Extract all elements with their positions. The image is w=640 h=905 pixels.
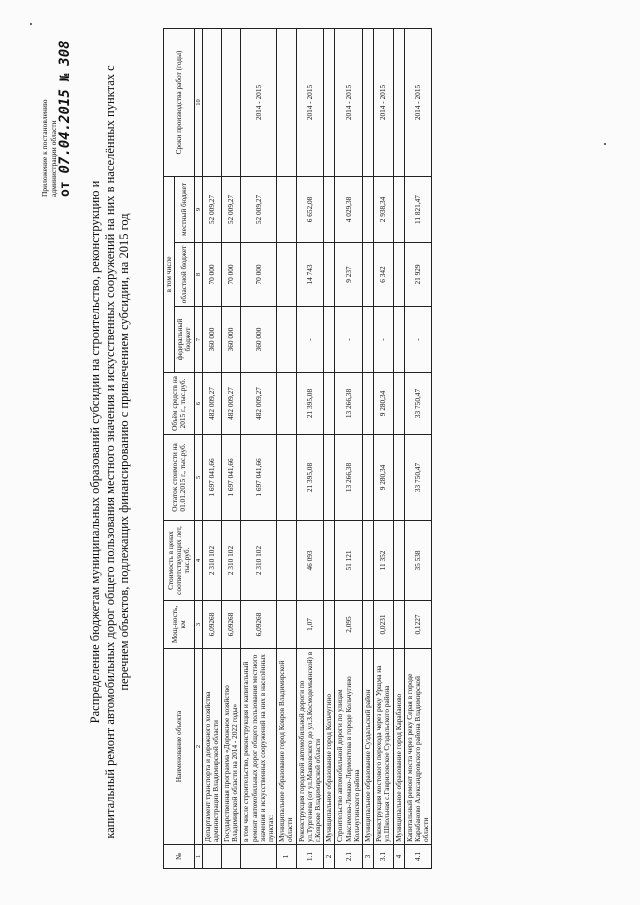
cell-empty xyxy=(363,601,374,649)
cell-empty xyxy=(393,307,404,373)
cell-empty xyxy=(324,29,335,177)
cell-remaining: 1 697 041,66 xyxy=(202,435,221,521)
cell-remaining: 13 266,38 xyxy=(335,435,363,521)
appendix-block xyxy=(40,17,73,197)
cell-regional: 70 000 xyxy=(202,243,221,307)
table-row xyxy=(222,29,241,869)
cell-federal: - xyxy=(374,307,393,373)
group-row xyxy=(363,29,374,869)
cell-capacity: 6,09268 xyxy=(241,601,277,649)
cell-local: 6 652,08 xyxy=(296,177,324,243)
cell-local: 52 009,27 xyxy=(222,177,241,243)
header-including: в том числе xyxy=(164,177,175,373)
group-row xyxy=(393,29,404,869)
cell-name: Муниципальное образование город Кольчугино xyxy=(324,649,335,845)
cell-num: 1 xyxy=(277,845,296,869)
cell-federal: 360 000 xyxy=(202,307,221,373)
cell-num: 1.1 xyxy=(296,845,324,869)
cell-empty xyxy=(393,29,404,177)
column-number-cell: 5 xyxy=(194,435,202,521)
cell-capacity: 6,09268 xyxy=(202,601,221,649)
column-number-cell: 1 xyxy=(194,845,202,869)
cell-empty xyxy=(393,435,404,521)
cell-remaining: 9 280,34 xyxy=(374,435,393,521)
cell-empty xyxy=(393,521,404,601)
column-number-cell: 3 xyxy=(194,601,202,649)
cell-terms xyxy=(222,29,241,177)
cell-capacity: 2,095 xyxy=(335,601,363,649)
cell-num: 4.1 xyxy=(404,845,432,869)
cell-federal: 360 000 xyxy=(241,307,277,373)
cell-num: 4 xyxy=(393,845,404,869)
cell-volume: 482 009,27 xyxy=(222,373,241,435)
cell-federal: - xyxy=(335,307,363,373)
cell-volume: 482 009,27 xyxy=(202,373,221,435)
date-prefix: от xyxy=(58,181,73,197)
cell-capacity: 0,0231 xyxy=(374,601,393,649)
cell-name: Капитальный ремонт моста через реку Серая в городе Карабаново Александровского района Владимирской области xyxy=(404,649,432,845)
cell-empty xyxy=(324,243,335,307)
title-line-2: капитальный ремонт автомобильных дорог общего пользования местного значения и искусственных сооружений на них в населённых пунктах с xyxy=(102,65,117,839)
cell-cost: 46 093 xyxy=(296,521,324,601)
cell-empty xyxy=(363,243,374,307)
table-row xyxy=(241,29,277,869)
header-remaining: Остаток стоимости на 01.01.2015 г., тыс.руб. xyxy=(164,435,195,521)
cell-name: Государственная программа «Дорожное хозяйство Владимирской области на 2014 - 2022 годы» xyxy=(222,649,241,845)
cell-regional: 14 743 xyxy=(296,243,324,307)
cell-empty xyxy=(363,373,374,435)
cell-capacity: 6,09268 xyxy=(222,601,241,649)
table-body xyxy=(202,29,432,869)
cell-empty xyxy=(393,177,404,243)
cell-volume: 21 395,08 xyxy=(296,373,324,435)
cell-federal: - xyxy=(404,307,432,373)
cell-local: 4 029,38 xyxy=(335,177,363,243)
resolution-number-line xyxy=(58,17,73,197)
cell-num: 2 xyxy=(324,845,335,869)
cell-empty xyxy=(277,373,296,435)
cell-name: Строительство автомобильной дороги по улицам Максимова-Ломако-Лермонтова в городе Кольчугино Кольчугинского района xyxy=(335,649,363,845)
resolution-date: 07.04.2015 xyxy=(57,89,73,174)
cell-empty xyxy=(277,29,296,177)
cell-empty xyxy=(324,177,335,243)
cell-empty xyxy=(393,373,404,435)
cell-name: Реконструкция мостового перехода через реку Урщма на ул.Школьная с.Гавриловское Суздальского района xyxy=(374,649,393,845)
cell-empty xyxy=(277,177,296,243)
cell-empty xyxy=(393,243,404,307)
cell-local: 2 938,34 xyxy=(374,177,393,243)
cell-regional: 70 000 xyxy=(241,243,277,307)
cell-volume: 13 266,38 xyxy=(335,373,363,435)
cell-empty xyxy=(277,243,296,307)
column-number-cell: 7 xyxy=(194,307,202,373)
cell-empty xyxy=(277,521,296,601)
cell-cost: 35 538 xyxy=(404,521,432,601)
cell-regional: 70 000 xyxy=(222,243,241,307)
header-capacity: Мощ-ность, км xyxy=(164,601,195,649)
column-number-cell: 6 xyxy=(194,373,202,435)
cell-num xyxy=(222,845,241,869)
cell-empty xyxy=(363,177,374,243)
column-number-cell: 2 xyxy=(194,649,202,845)
cell-terms: 2014 - 2015 xyxy=(241,29,277,177)
cell-regional: 21 929 xyxy=(404,243,432,307)
cell-cost: 51 121 xyxy=(335,521,363,601)
cell-num: 2.1 xyxy=(335,845,363,869)
cell-remaining: 1 697 041,66 xyxy=(241,435,277,521)
table-row xyxy=(374,29,393,869)
resolution-number: 308 xyxy=(57,40,73,66)
cell-capacity: 0,1227 xyxy=(404,601,432,649)
cell-local: 52 009,27 xyxy=(241,177,277,243)
column-number-row xyxy=(194,29,202,869)
cell-empty xyxy=(324,373,335,435)
cell-num xyxy=(241,845,277,869)
header-regional: областной бюджет xyxy=(175,243,194,307)
header-cost: Стоимость в ценах соответствующих лет, тыс.руб. xyxy=(164,521,195,601)
appendix-line-2: администрации области xyxy=(49,120,58,197)
cell-empty xyxy=(363,29,374,177)
cell-cost: 2 310 102 xyxy=(222,521,241,601)
table-row xyxy=(202,29,221,869)
cell-empty xyxy=(277,435,296,521)
cell-regional: 9 237 xyxy=(335,243,363,307)
cell-empty xyxy=(324,435,335,521)
cell-name: Муниципальное образование город Ковров Владимирской области xyxy=(277,649,296,845)
cell-terms xyxy=(202,29,221,177)
appendix-line-1: Приложение к постановлению xyxy=(40,99,49,197)
table-row xyxy=(404,29,432,869)
cell-num: 3.1 xyxy=(374,845,393,869)
cell-num: 3 xyxy=(363,845,374,869)
document-title xyxy=(88,29,132,875)
header-name: Наименование объекта xyxy=(164,649,195,845)
number-sign: № xyxy=(58,73,73,82)
cell-remaining: 21 395,08 xyxy=(296,435,324,521)
cell-volume: 33 750,47 xyxy=(404,373,432,435)
cell-cost: 2 310 102 xyxy=(241,521,277,601)
group-row xyxy=(324,29,335,869)
cell-name: Муниципальное образование Суздальский район xyxy=(363,649,374,845)
cell-terms: 2014 - 2015 xyxy=(335,29,363,177)
cell-empty xyxy=(363,435,374,521)
cell-empty xyxy=(324,521,335,601)
cell-cost: 11 352 xyxy=(374,521,393,601)
cell-capacity: 1,07 xyxy=(296,601,324,649)
column-number-cell: 10 xyxy=(194,29,202,177)
cell-volume: 482 009,27 xyxy=(241,373,277,435)
cell-remaining: 1 697 041,66 xyxy=(222,435,241,521)
cell-terms: 2014 - 2015 xyxy=(296,29,324,177)
subsidy-table xyxy=(163,28,432,869)
cell-local: 52 009,27 xyxy=(202,177,221,243)
header-terms: Сроки производства работ (годы) xyxy=(164,29,195,177)
table-row xyxy=(335,29,363,869)
scan-speck xyxy=(30,23,32,25)
cell-empty xyxy=(393,601,404,649)
header-num: № xyxy=(164,845,195,869)
column-number-cell: 9 xyxy=(194,177,202,243)
cell-cost: 2 310 102 xyxy=(202,521,221,601)
header-federal: федеральный бюджет xyxy=(175,307,194,373)
cell-terms: 2014 - 2015 xyxy=(404,29,432,177)
cell-name: Реконструкция городской автомобильной дороги по ул.Тургенева (от ул.Маяковского до ул.З.Космодемьянской) в г.Коврове Владимирской области xyxy=(296,649,324,845)
scan-speck xyxy=(604,143,606,145)
column-number-cell: 4 xyxy=(194,521,202,601)
cell-empty xyxy=(363,521,374,601)
cell-remaining: 33 750,47 xyxy=(404,435,432,521)
cell-federal: 360 000 xyxy=(222,307,241,373)
column-number-cell: 8 xyxy=(194,243,202,307)
cell-empty xyxy=(277,307,296,373)
cell-regional: 6 342 xyxy=(374,243,393,307)
title-line-3: перечнем объектов, подлежащих финансированию с привлечением субсидии, на 2015 год xyxy=(117,213,131,691)
cell-volume: 9 280,34 xyxy=(374,373,393,435)
cell-empty xyxy=(363,307,374,373)
cell-empty xyxy=(277,601,296,649)
header-local: местный бюджет xyxy=(175,177,194,243)
cell-name: Муниципальное образование город Карабаново xyxy=(393,649,404,845)
cell-num xyxy=(202,845,221,869)
cell-local: 11 821,47 xyxy=(404,177,432,243)
cell-empty xyxy=(324,307,335,373)
group-row xyxy=(277,29,296,869)
cell-empty xyxy=(324,601,335,649)
table-row xyxy=(296,29,324,869)
header-volume: Объём средств на 2015 г., тыс.руб. xyxy=(164,373,195,435)
title-line-1: Распределение бюджетам муниципальных образований субсидии на строительство, реконструкцию и xyxy=(88,180,102,724)
cell-federal: - xyxy=(296,307,324,373)
cell-name: Департамент транспорта и дорожного хозяйства администрации Владимирской области xyxy=(202,649,221,845)
cell-name: в том числе строительство, реконструкция и капитальный ремонт автомобильных дорог общего пользования местного значения и искусственных сооружений на них в населённых пунктах: xyxy=(241,649,277,845)
cell-terms: 2014 - 2015 xyxy=(374,29,393,177)
